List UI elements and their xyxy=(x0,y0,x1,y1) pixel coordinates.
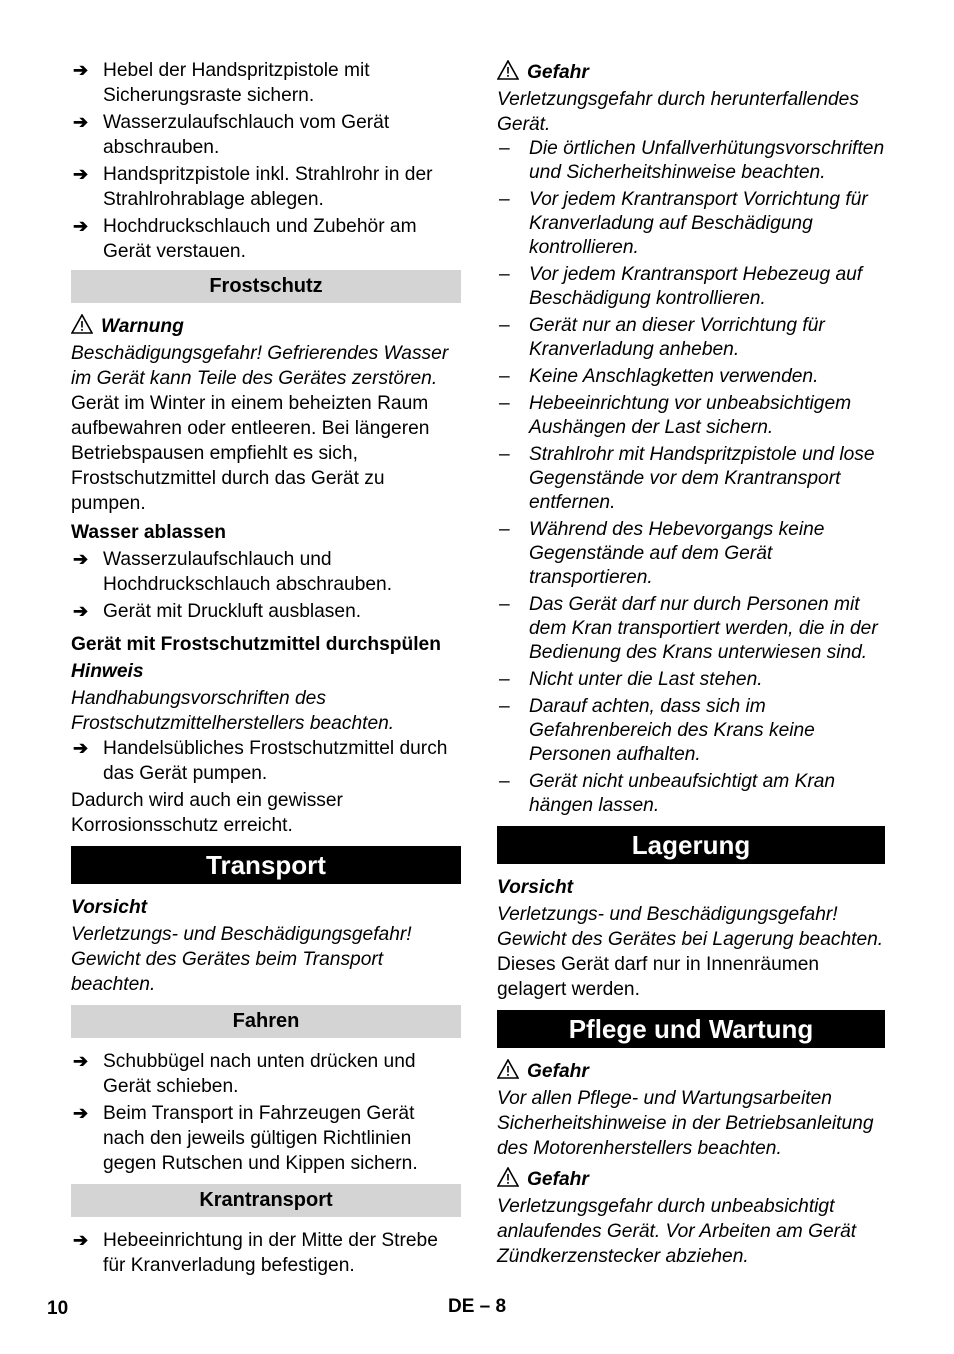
footer-code: DE – 8 xyxy=(448,1296,507,1317)
section-heading-lagerung: Lagerung xyxy=(497,826,885,864)
danger-text: Verletzungsgefahr durch unbeabsichtigt anlaufendes Gerät. Vor Arbeiten am Gerät Zündkerzenstecker abziehen. xyxy=(497,1196,857,1267)
list-item: ➔ Hebel der Handspritzpistole mit Sicherungsraste sichern. xyxy=(73,60,370,106)
list-item: ➔ Handelsübliches Frostschutzmittel durch das Gerät pumpen. xyxy=(73,738,448,784)
body-text: Dieses Gerät darf nur in Innenräumen gelagert werden. xyxy=(497,954,820,1000)
warning-triangle-icon xyxy=(497,1059,519,1079)
list-item: ➔ Handspritzpistole inkl. Strahlrohr in der Strahlrohrablage ablegen. xyxy=(73,164,433,210)
caution-text: Verletzungs- und Beschädigungsgefahr! Gewicht des Gerätes bei Lagerung beachten. xyxy=(497,904,884,950)
note-text: Handhabungsvorschriften des Frostschutzmittelherstellers beachten. xyxy=(71,688,395,734)
dash-bullet-icon: – xyxy=(499,669,510,690)
section-heading-krantransport: Krantransport xyxy=(71,1184,461,1217)
danger-text: Verletzungsgefahr durch herunterfallendes Gerät. xyxy=(497,89,859,135)
dash-bullet-icon: – xyxy=(499,444,510,465)
arrow-right-icon: ➔ xyxy=(73,164,89,184)
dash-bullet-icon: – xyxy=(499,264,510,285)
list-item: – Die örtlichen Unfallverhütungsvorschriften und Sicherheitshinweise beachten. xyxy=(499,138,885,183)
list-item: ➔ Schubbügel nach unten drücken und Gerät schieben. xyxy=(73,1051,416,1097)
caution-text: Verletzungs- und Beschädigungsgefahr! Gewicht des Gerätes beim Transport beachten. xyxy=(71,924,412,995)
danger-text: Vor allen Pflege- und Wartungsarbeiten Sicherheitshinweise in der Betriebsanleitung des Motorenherstellers beachten. xyxy=(497,1088,874,1159)
section-heading-transport: Transport xyxy=(71,846,461,884)
list-item: ➔ Gerät mit Druckluft ausblasen. xyxy=(73,601,362,622)
warning-triangle-icon xyxy=(497,60,519,80)
dash-bullet-icon: – xyxy=(499,138,510,159)
dash-bullet-icon: – xyxy=(499,393,510,414)
subheading-frostschutzmittel: Gerät mit Frostschutzmittel durchspülen xyxy=(71,634,441,655)
list-item: – Vor jedem Krantransport Vorrichtung für Kranverladung auf Beschädigung kontrollieren. xyxy=(499,189,868,258)
section-heading-pflege-und-wartung: Pflege und Wartung xyxy=(497,1010,885,1048)
list-item: – Gerät nicht unbeaufsichtigt am Kran hängen lassen. xyxy=(499,771,836,816)
list-item: – Das Gerät darf nur durch Personen mit dem Kran transportiert werden, die in der Bedienung des Krans unterwiesen sind. xyxy=(499,594,878,663)
arrow-right-icon: ➔ xyxy=(73,60,89,80)
arrow-right-icon: ➔ xyxy=(73,216,89,236)
warning-label: Warnung xyxy=(71,314,461,339)
right-column xyxy=(497,58,885,1269)
dash-bullet-icon: – xyxy=(499,315,510,336)
dash-bullet-icon: – xyxy=(499,594,510,615)
arrow-right-icon: ➔ xyxy=(73,1230,89,1250)
list-item: – Nicht unter die Last stehen. xyxy=(499,669,763,690)
arrow-right-icon: ➔ xyxy=(73,738,89,758)
list-item: ➔ Beim Transport in Fahrzeugen Gerät nach den jeweils gültigen Richtlinien gegen Rutschen und Kippen sichern. xyxy=(73,1103,418,1174)
section-heading-fahren: Fahren xyxy=(71,1005,461,1038)
warning-text: Beschädigungsgefahr! Gefrierendes Wasser im Gerät kann Teile des Gerätes zerstören. xyxy=(71,343,449,389)
list-item: – Gerät nur an dieser Vorrichtung für Kranverladung anheben. xyxy=(499,315,825,360)
list-item: – Keine Anschlagketten verwenden. xyxy=(499,366,819,387)
danger-label: Gefahr xyxy=(497,1167,885,1192)
arrow-right-icon: ➔ xyxy=(73,1051,89,1071)
list-item: ➔ Wasserzulaufschlauch vom Gerät abschrauben. xyxy=(73,112,390,158)
body-text: Dadurch wird auch ein gewisser Korrosionsschutz erreicht. xyxy=(71,790,343,836)
dash-bullet-icon: – xyxy=(499,366,510,387)
caution-label: Vorsicht xyxy=(497,877,574,898)
list-item: ➔ Hochdruckschlauch und Zubehör am Gerät verstauen. xyxy=(73,216,417,262)
section-heading-frostschutz: Frostschutz xyxy=(71,270,461,303)
left-column xyxy=(71,58,461,1280)
arrow-right-icon: ➔ xyxy=(73,601,89,621)
dash-bullet-icon: – xyxy=(499,519,510,540)
warning-triangle-icon xyxy=(71,314,93,334)
list-item: ➔ Wasserzulaufschlauch und Hochdruckschlauch abschrauben. xyxy=(73,549,393,595)
arrow-right-icon: ➔ xyxy=(73,112,89,132)
dash-bullet-icon: – xyxy=(499,771,510,792)
list-item: ➔ Hebeeinrichtung in der Mitte der Strebe für Kranverladung befestigen. xyxy=(73,1230,438,1276)
arrow-right-icon: ➔ xyxy=(73,549,89,569)
list-item: – Vor jedem Krantransport Hebezeug auf Beschädigung kontrollieren. xyxy=(499,264,863,309)
list-item: – Strahlrohr mit Handspritzpistole und lose Gegenstände vor dem Krantransport entfernen. xyxy=(499,444,875,513)
danger-list xyxy=(497,137,885,818)
warning-triangle-icon xyxy=(497,1167,519,1187)
danger-label: Gefahr xyxy=(497,60,885,85)
danger-label: Gefahr xyxy=(497,1059,885,1084)
arrow-right-icon: ➔ xyxy=(73,1103,89,1123)
list-item: – Während des Hebevorgangs keine Gegenstände auf dem Gerät transportieren. xyxy=(499,519,825,588)
note-label: Hinweis xyxy=(71,661,144,682)
list-item: – Darauf achten, dass sich im Gefahrenbereich des Krans keine Personen aufhalten. xyxy=(499,696,815,765)
caution-label: Vorsicht xyxy=(71,897,148,918)
list-item: – Hebeeinrichtung vor unbeabsichtigem Aushängen der Last sichern. xyxy=(499,393,852,438)
dash-bullet-icon: – xyxy=(499,189,510,210)
body-text: Gerät im Winter in einem beheizten Raum aufbewahren oder entleeren. Bei längeren Betriebspausen empfiehlt es sich, Frostschutzmittel durch das Gerät zu pumpen. xyxy=(71,393,430,514)
dash-bullet-icon: – xyxy=(499,696,510,717)
page-number: 10 xyxy=(47,1298,69,1319)
subheading-wasser-ablassen: Wasser ablassen xyxy=(71,522,227,543)
